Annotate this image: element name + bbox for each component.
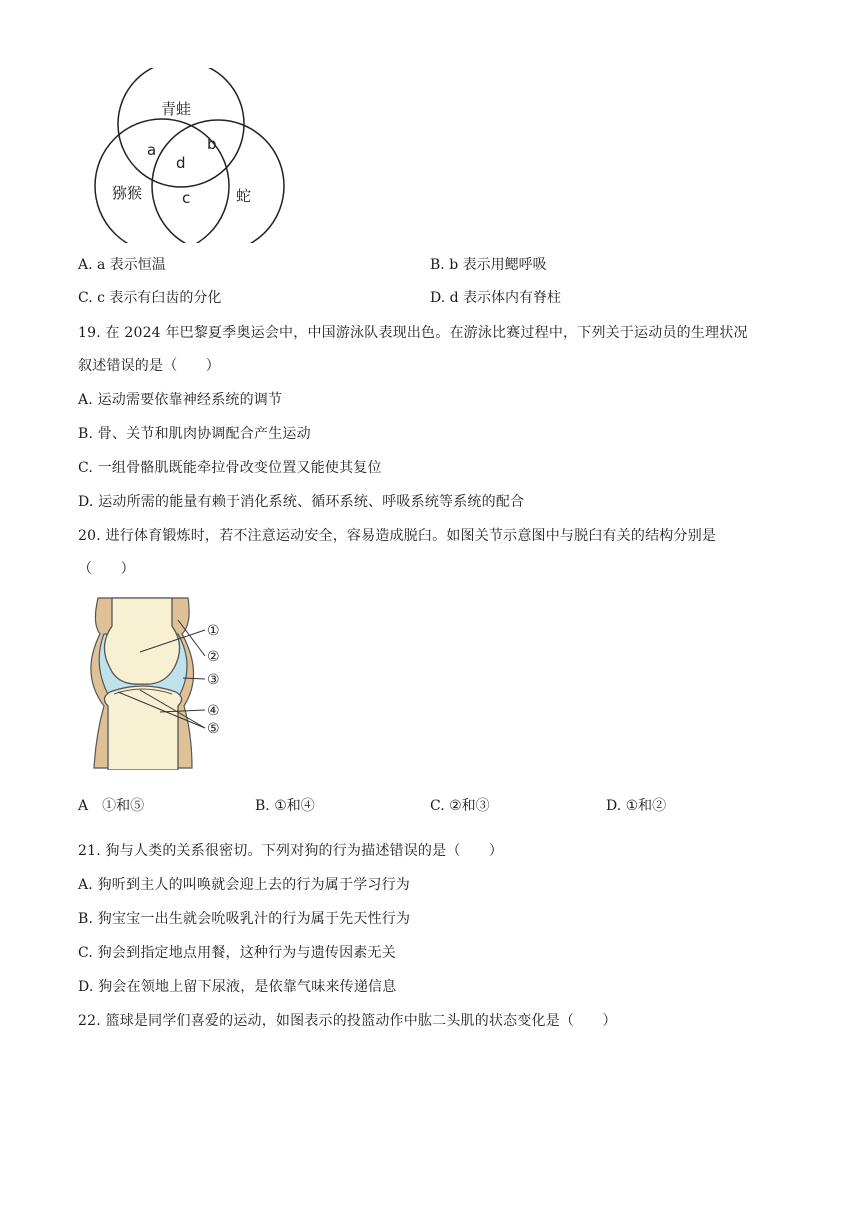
q20-option-d: D. ①和②	[606, 798, 667, 814]
q20-option-c: C. ②和③	[430, 798, 490, 814]
q19-option-b: B. 骨、关节和肌肉协调配合产生运动	[78, 426, 311, 442]
joint-label-3: ③	[207, 672, 220, 688]
q20-option-b: B. ①和④	[255, 798, 315, 814]
joint-label-2: ②	[207, 649, 220, 665]
joint-label-4: ④	[207, 703, 220, 719]
venn-region-b: b	[207, 135, 217, 153]
q19-stem-line1: 19. 在 2024 年巴黎夏季奥运会中，中国游泳队表现出色。在游泳比赛过程中，下列关于运动员的生理状况	[78, 325, 748, 341]
joint-label-1: ①	[207, 623, 220, 639]
q21-stem: 21. 狗与人类的关系很密切。下列对狗的行为描述错误的是（ ）	[78, 843, 504, 859]
joint-socket-bone	[104, 686, 181, 770]
q19-option-d: D. 运动所需的能量有赖于消化系统、循环系统、呼吸系统等系统的配合	[78, 494, 525, 510]
q21-option-c: C. 狗会到指定地点用餐，这种行为与遗传因素无关	[78, 945, 396, 961]
q21-option-a: A. 狗听到主人的叫唤就会迎上去的行为属于学习行为	[78, 877, 411, 893]
q21-option-b: B. 狗宝宝一出生就会吮吸乳汁的行为属于先天性行为	[78, 911, 411, 927]
q19-option-c: C. 一组骨骼肌既能牵拉骨改变位置又能使其复位	[78, 460, 382, 476]
q20-stem-line2: （ ）	[78, 561, 135, 577]
venn-label-snake: 蛇	[236, 187, 252, 205]
venn-region-a: a	[147, 141, 157, 159]
venn-region-c: c	[182, 189, 191, 207]
venn-label-frog: 青蛙	[161, 100, 192, 118]
q19-stem-line2: 叙述错误的是（ ）	[78, 358, 220, 374]
joint-head-bone	[104, 598, 179, 684]
venn-label-macaque: 猕猴	[112, 184, 143, 202]
q18-option-d: D. d 表示体内有脊柱	[430, 290, 562, 306]
joint-label-5: ⑤	[207, 721, 220, 737]
q18-option-c: C. c 表示有臼齿的分化	[78, 290, 222, 306]
q18-option-b: B. b 表示用鳃呼吸	[430, 257, 547, 273]
q19-option-a: A. 运动需要依靠神经系统的调节	[78, 392, 283, 408]
venn-diagram	[88, 68, 293, 243]
joint-diagram	[80, 594, 230, 770]
q18-option-a: A. a 表示恒温	[78, 257, 166, 273]
venn-region-d: d	[176, 154, 186, 172]
q20-stem-line1: 20. 进行体育锻炼时，若不注意运动安全，容易造成脱臼。如图关节示意图中与脱臼有关的结构分别是	[78, 528, 717, 544]
venn-circle-right	[152, 120, 284, 243]
q21-option-d: D. 狗会在领地上留下尿液，是依靠气味来传递信息	[78, 979, 397, 995]
q22-stem: 22. 篮球是同学们喜爱的运动，如图表示的投篮动作中肱二头肌的状态变化是（ ）	[78, 1013, 617, 1029]
q20-option-a: A ①和⑤	[78, 798, 145, 814]
